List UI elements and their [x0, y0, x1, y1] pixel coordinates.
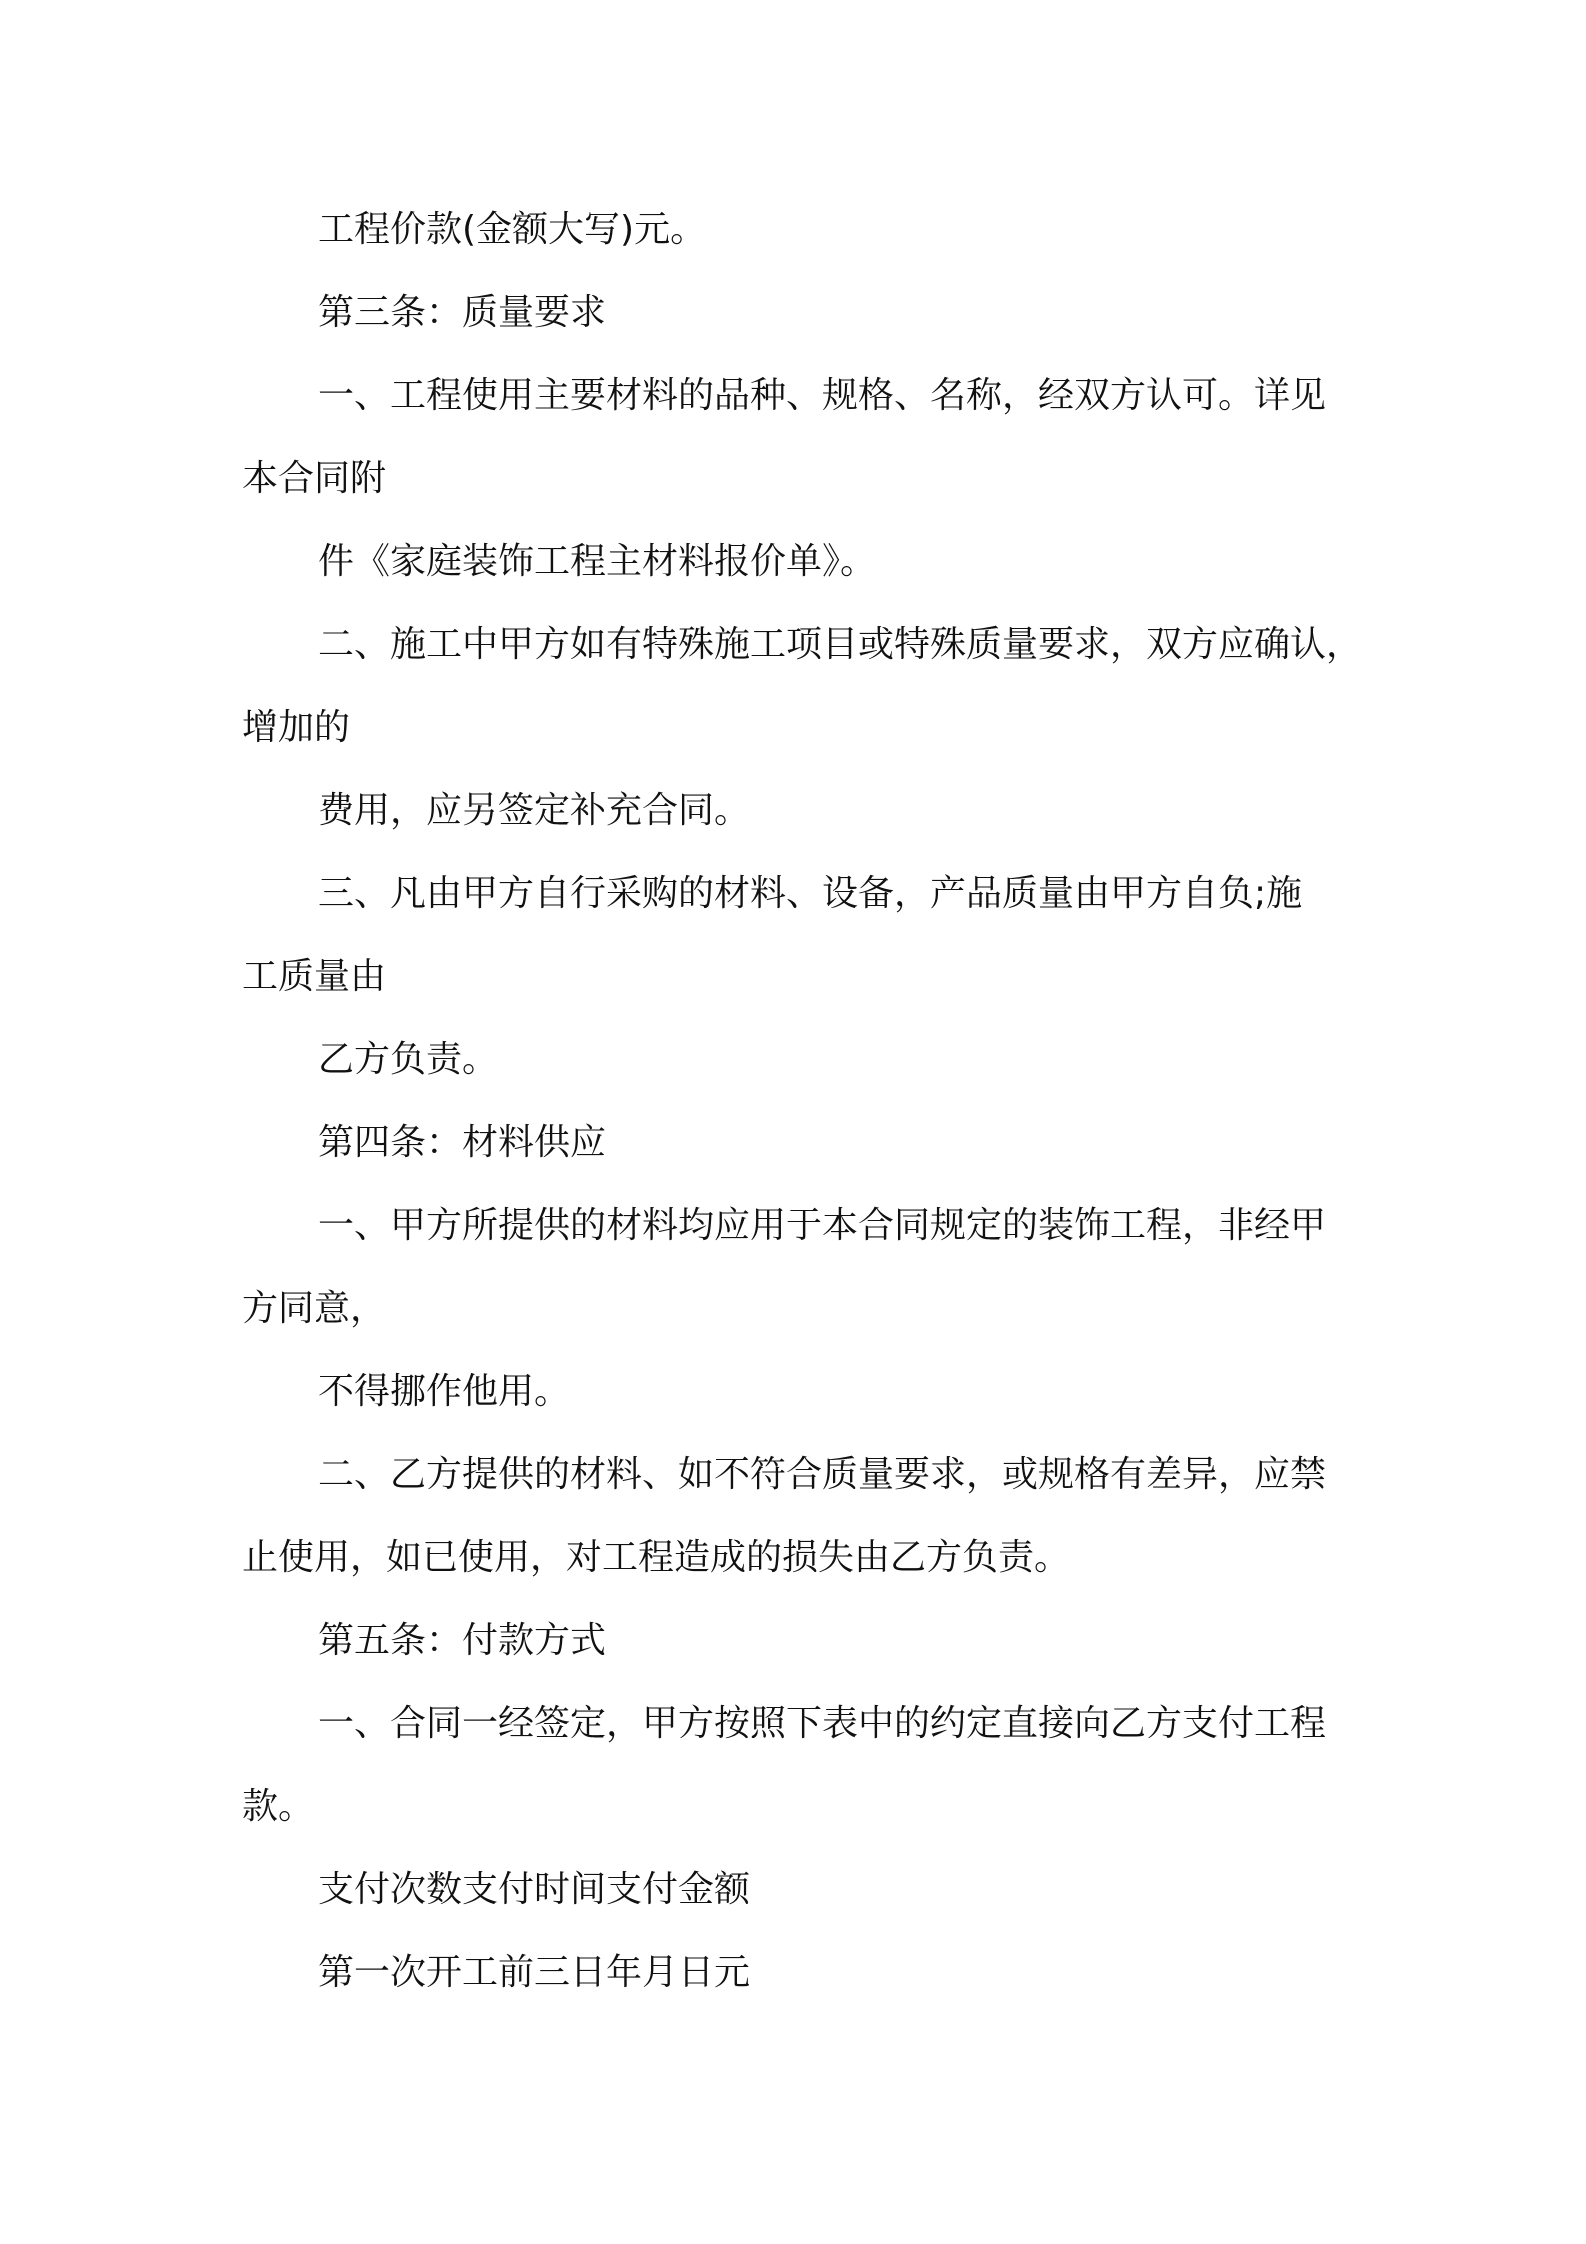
text-line-5-1b: 款。: [242, 1786, 315, 1827]
text-line-price: 工程价款(金额大写)元。: [318, 209, 707, 250]
text-line-3-3a: 三、凡由甲方自行采购的材料、设备，产品质量由甲方自负;施: [318, 873, 1303, 914]
text-line-3-3b: 工质量由: [242, 956, 387, 997]
text-line-3-2c: 费用，应另签定补充合同。: [318, 790, 751, 831]
text-line-4-2b: 止使用，如已使用，对工程造成的损失由乙方负责。: [242, 1537, 1071, 1578]
payment-table-header: 支付次数支付时间支付金额: [318, 1869, 751, 1910]
text-line-4-1c: 不得挪作他用。: [318, 1371, 571, 1412]
text-line-5-1a: 一、合同一经签定，甲方按照下表中的约定直接向乙方支付工程: [318, 1703, 1327, 1744]
text-line-3-1c: 件《家庭装饰工程主材料报价单》。: [318, 541, 877, 582]
article-3-heading: 第三条：质量要求: [318, 292, 607, 333]
text-line-3-3c: 乙方负责。: [318, 1039, 499, 1080]
article-5-heading: 第五条：付款方式: [318, 1620, 607, 1661]
text-line-4-1a: 一、甲方所提供的材料均应用于本合同规定的装饰工程，非经甲: [318, 1205, 1327, 1246]
article-4-heading: 第四条：材料供应: [318, 1122, 607, 1163]
text-line-3-2b: 增加的: [242, 707, 351, 748]
text-line-3-1b: 本合同附: [242, 458, 387, 499]
text-line-4-2a: 二、乙方提供的材料、如不符合质量要求，或规格有差异，应禁: [318, 1454, 1327, 1495]
text-line-3-2a: 二、施工中甲方如有特殊施工项目或特殊质量要求，双方应确认，: [318, 624, 1363, 665]
text-line-3-1a: 一、工程使用主要材料的品种、规格、名称，经双方认可。详见: [318, 375, 1327, 416]
payment-table-row-1: 第一次开工前三日年月日元: [318, 1952, 751, 1993]
text-line-4-1b: 方同意，: [242, 1288, 387, 1329]
